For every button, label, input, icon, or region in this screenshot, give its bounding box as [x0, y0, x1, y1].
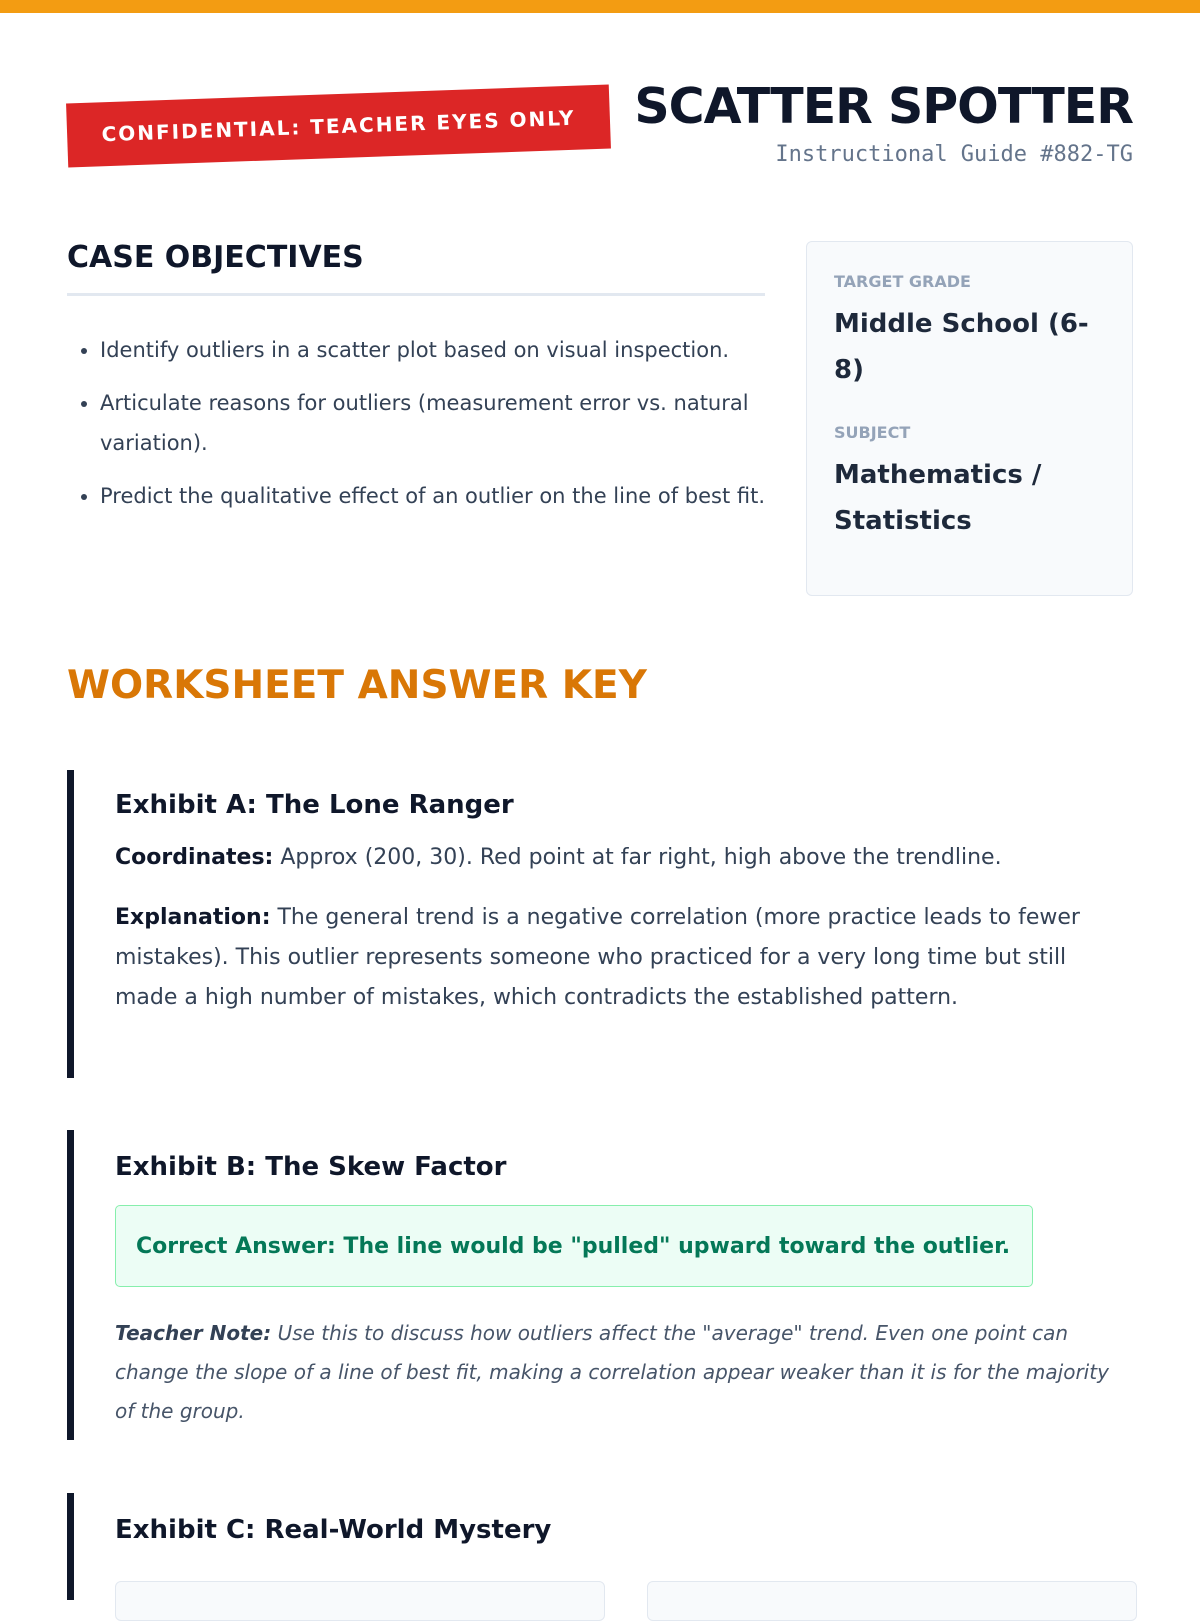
exhibit-a — [67, 770, 1133, 1078]
exhibit-b-title: Exhibit B: The Skew Factor — [115, 1152, 507, 1182]
exhibit-b — [67, 1130, 1133, 1440]
page-title: SCATTER SPOTTER — [634, 78, 1133, 135]
subject-value: Mathematics / Statistics — [834, 460, 1042, 536]
explanation-text: The general trend is a negative correlation (more practice leads to fewer mistakes). This outlier represents someone who practiced for a very long time but still made a high number of mistakes, which contradicts the established pattern. — [115, 905, 1080, 1010]
guide-id: Instructional Guide #882-TG — [775, 142, 1133, 167]
correct-answer-box: Correct Answer: The line would be "pulled" upward toward the outlier. — [115, 1205, 1033, 1287]
coordinates-text: Approx (200, 30). Red point at far right, high above the trendline. — [273, 845, 1002, 870]
objectives-list — [67, 330, 767, 529]
objective-item: • Articulate reasons for outliers (measurement error vs. natural variation). — [100, 383, 767, 463]
teacher-note-label: Teacher Note: — [115, 1321, 272, 1345]
explanation-label: Explanation: — [115, 905, 271, 930]
objectives-heading: CASE OBJECTIVES — [67, 240, 765, 296]
exhibit-c — [67, 1493, 1133, 1600]
exhibit-a-explanation — [115, 898, 1133, 1018]
exhibit-a-title: Exhibit A: The Lone Ranger — [115, 790, 514, 820]
teacher-note-text: Use this to discuss how outliers affect the "average" trend. Even one point can change the slope of a line of best fit, making a correlation appear weaker than it is for the majority of the group. — [115, 1321, 1109, 1423]
top-accent-bar — [0, 0, 1200, 13]
objective-item: • Predict the qualitative effect of an outlier on the line of best fit. — [100, 476, 767, 516]
exhibit-c-card-left — [115, 1581, 605, 1621]
subject-label: SUBJECT — [834, 423, 911, 442]
coordinates-label: Coordinates: — [115, 845, 274, 870]
grade-value: Middle School (6-8) — [834, 309, 1089, 385]
objective-item: • Identify outliers in a scatter plot based on visual inspection. — [100, 330, 767, 370]
confidential-stamp: CONFIDENTIAL: TEACHER EYES ONLY — [66, 85, 611, 168]
grade-label: TARGET GRADE — [834, 272, 971, 291]
exhibit-c-card-right — [647, 1581, 1137, 1621]
exhibit-a-coordinates — [115, 838, 1133, 878]
info-card — [806, 241, 1133, 596]
exhibit-c-title: Exhibit C: Real-World Mystery — [115, 1515, 552, 1545]
teacher-note — [115, 1314, 1133, 1431]
answer-key-heading: WORKSHEET ANSWER KEY — [67, 663, 647, 708]
